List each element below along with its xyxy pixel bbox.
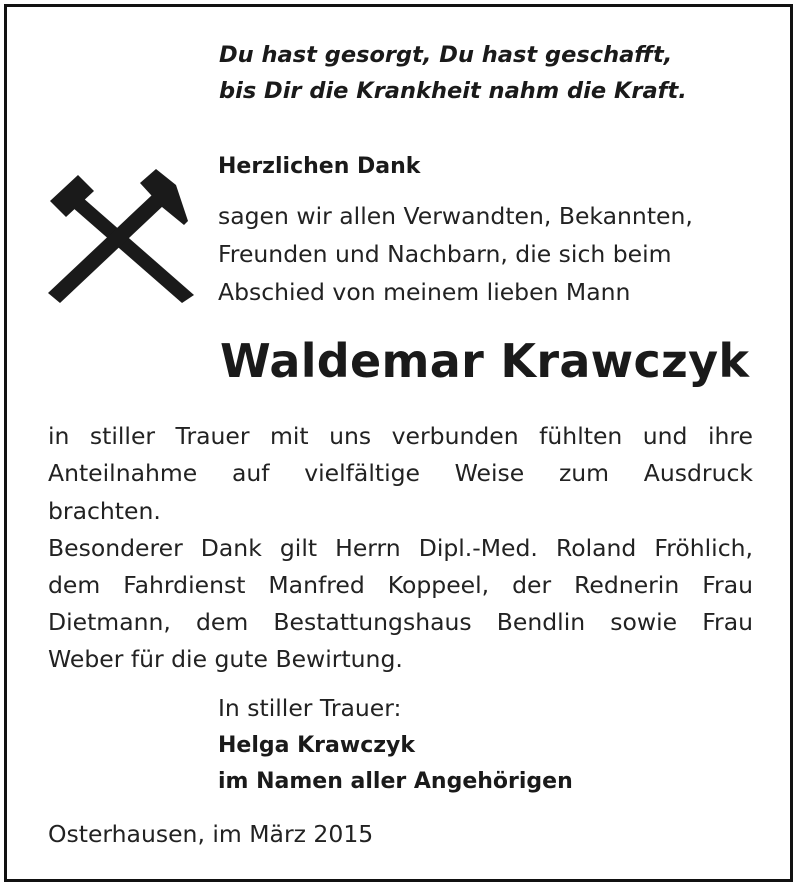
special-thanks-line-4: Weber für die gute Bewirtung.: [48, 645, 403, 673]
hammer-and-pick-icon: [48, 163, 194, 303]
motto-line-2: bis Dir die Krankheit nahm die Kraft.: [219, 78, 687, 104]
signature-name: Helga Krawczyk: [218, 733, 416, 758]
special-thanks-line-2: dem Fahrdienst Manfred Koppeel, der Rednerin Frau: [48, 571, 753, 599]
intro-line-2: Freunden und Nachbarn, die sich beim: [218, 240, 672, 268]
intro-line-1: sagen wir allen Verwandten, Bekannten,: [218, 202, 693, 230]
signature-intro: In stiller Trauer:: [218, 694, 402, 722]
special-thanks-line-3: Dietmann, dem Bestattungshaus Bendlin sowie Frau: [48, 608, 753, 636]
intro-line-3: Abschied von meinem lieben Mann: [218, 278, 631, 306]
body-line-3: brachten.: [48, 497, 161, 525]
thanks-heading: Herzlichen Dank: [218, 154, 421, 179]
body-line-2: Anteilnahme auf vielfältige Weise zum Ausdruck: [48, 459, 753, 487]
motto-line-1: Du hast gesorgt, Du hast geschafft,: [219, 42, 673, 68]
place-date: Osterhausen, im März 2015: [48, 820, 374, 848]
body-line-1: in stiller Trauer mit uns verbunden fühlten und ihre: [48, 422, 753, 450]
special-thanks-line-1: Besonderer Dank gilt Herrn Dipl.-Med. Roland Fröhlich,: [48, 534, 753, 562]
signature-on-behalf: im Namen aller Angehörigen: [218, 769, 573, 794]
deceased-name: Waldemar Krawczyk: [220, 334, 750, 388]
